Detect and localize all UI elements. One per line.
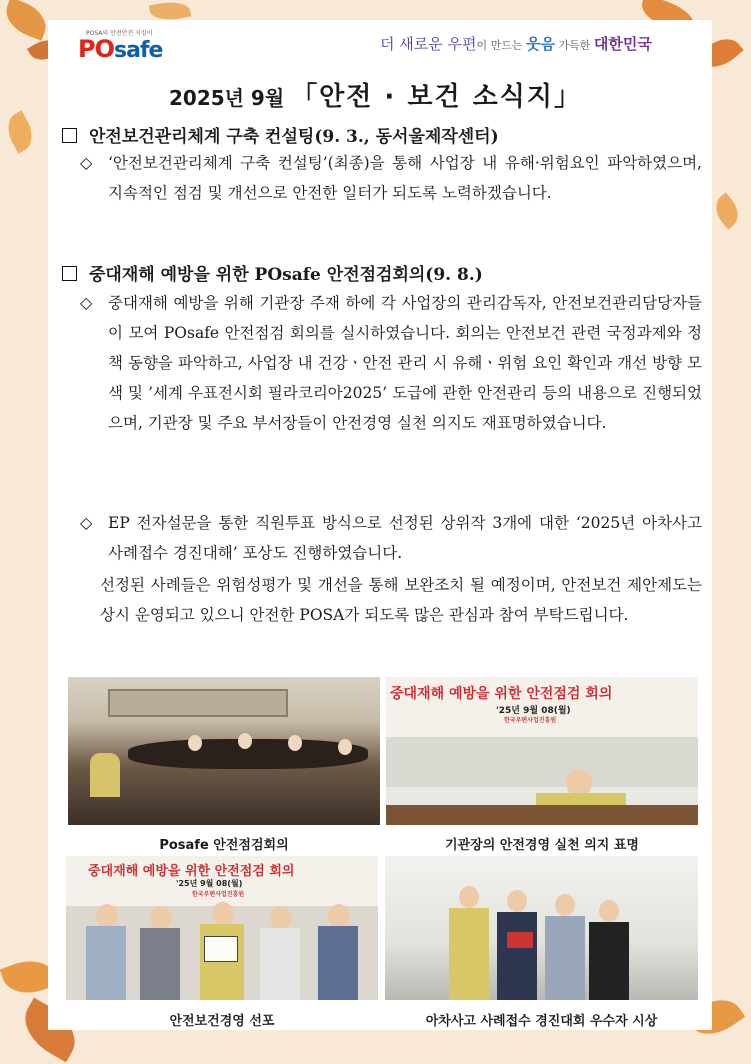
page-title: 2025년 9월 「안전 · 보건 소식지」 <box>168 82 582 112</box>
photo-caption: Posafe 안전점검회의 <box>159 838 289 853</box>
checkbox-square-icon <box>62 266 77 281</box>
photo-award-ceremony <box>385 856 698 1000</box>
bullet-safety-meeting: ◇ 중대재해 예방을 위해 기관장 주재 하에 각 사업장의 관리감독자, 안전보건관리담당자들이 모여 POsafe 안전점검 회의를 실시하였습니다. 회의는 안전보건 관련 국정과제와 정책 동향을 파악하고, 사업장 내 건강ㆍ안전 관리 시 유해ㆍ위험 요인 확인과 개선 방향 모색 및 ’세계 우표전시회 필라코리아2025’ 도급에 관한 안전관리 등의 내용으로 진행되었으며, 기관장 및 주요 부서장들이 안전경영 실천 의지도 재표명하였습니다. <box>80 288 702 438</box>
leaf-decoration <box>709 192 745 229</box>
photo-caption: 안전보건경영 선포 <box>169 1014 275 1029</box>
photo-director-pledge: 중대재해 예방을 위한 안전점검 회의 '25년 9월 08(월) 한국우편사업진흥원 <box>386 677 698 825</box>
diamond-bullet-icon: ◇ <box>80 293 93 312</box>
photo-safety-meeting <box>68 677 380 825</box>
checkbox-square-icon <box>62 128 77 143</box>
leaf-decoration <box>1 110 40 153</box>
posafe-logo: POsafe <box>78 35 163 63</box>
leaf-decoration <box>0 0 52 41</box>
closing-paragraph: 선정된 사례들은 위험성평가 및 개선을 통해 보완조치 될 예정이며, 안전보건 제안제도는 상시 운영되고 있으니 안전한 POSA가 되도록 많은 관심과 참여 부탁드립니다. <box>100 576 702 624</box>
section-heading-safety-meeting: 중대재해 예방을 위한 POsafe 안전점검회의(9. 8.) <box>62 260 483 285</box>
diamond-bullet-icon: ◇ <box>80 153 93 172</box>
bullet-consulting: ◇ ‘안전보건관리체계 구축 컨설팅’(최종)을 통해 사업장 내 유해·위험요인 파악하였으며, 지속적인 점검 및 개선으로 안전한 일터가 되도록 노력하겠습니다. <box>80 148 702 208</box>
section-heading-consulting: 안전보건관리체계 구축 컨설팅(9. 3., 동서울제작센터) <box>62 122 499 147</box>
slogan: 더 새로운 우편이 만드는 웃음 가득한 대한민국 <box>380 35 652 53</box>
photo-caption: 기관장의 안전경영 실천 의지 표명 <box>445 838 639 853</box>
logo-tagline: POSA의 안전안전 지킴이 <box>86 30 153 37</box>
diamond-bullet-icon: ◇ <box>80 513 93 532</box>
photo-declaration: 중대재해 예방을 위한 안전점검 회의 '25년 9월 08(월) 한국우편사업진흥원 <box>66 856 378 1000</box>
bullet-near-miss-award: ◇ EP 전자설문을 통한 직원투표 방식으로 선정된 상위작 3개에 대한 ‘2025년 아차사고 사례접수 경진대해’ 포상도 진행하였습니다. <box>80 508 702 568</box>
photo-caption: 아차사고 사례접수 경진대회 우수자 시상 <box>425 1014 658 1029</box>
